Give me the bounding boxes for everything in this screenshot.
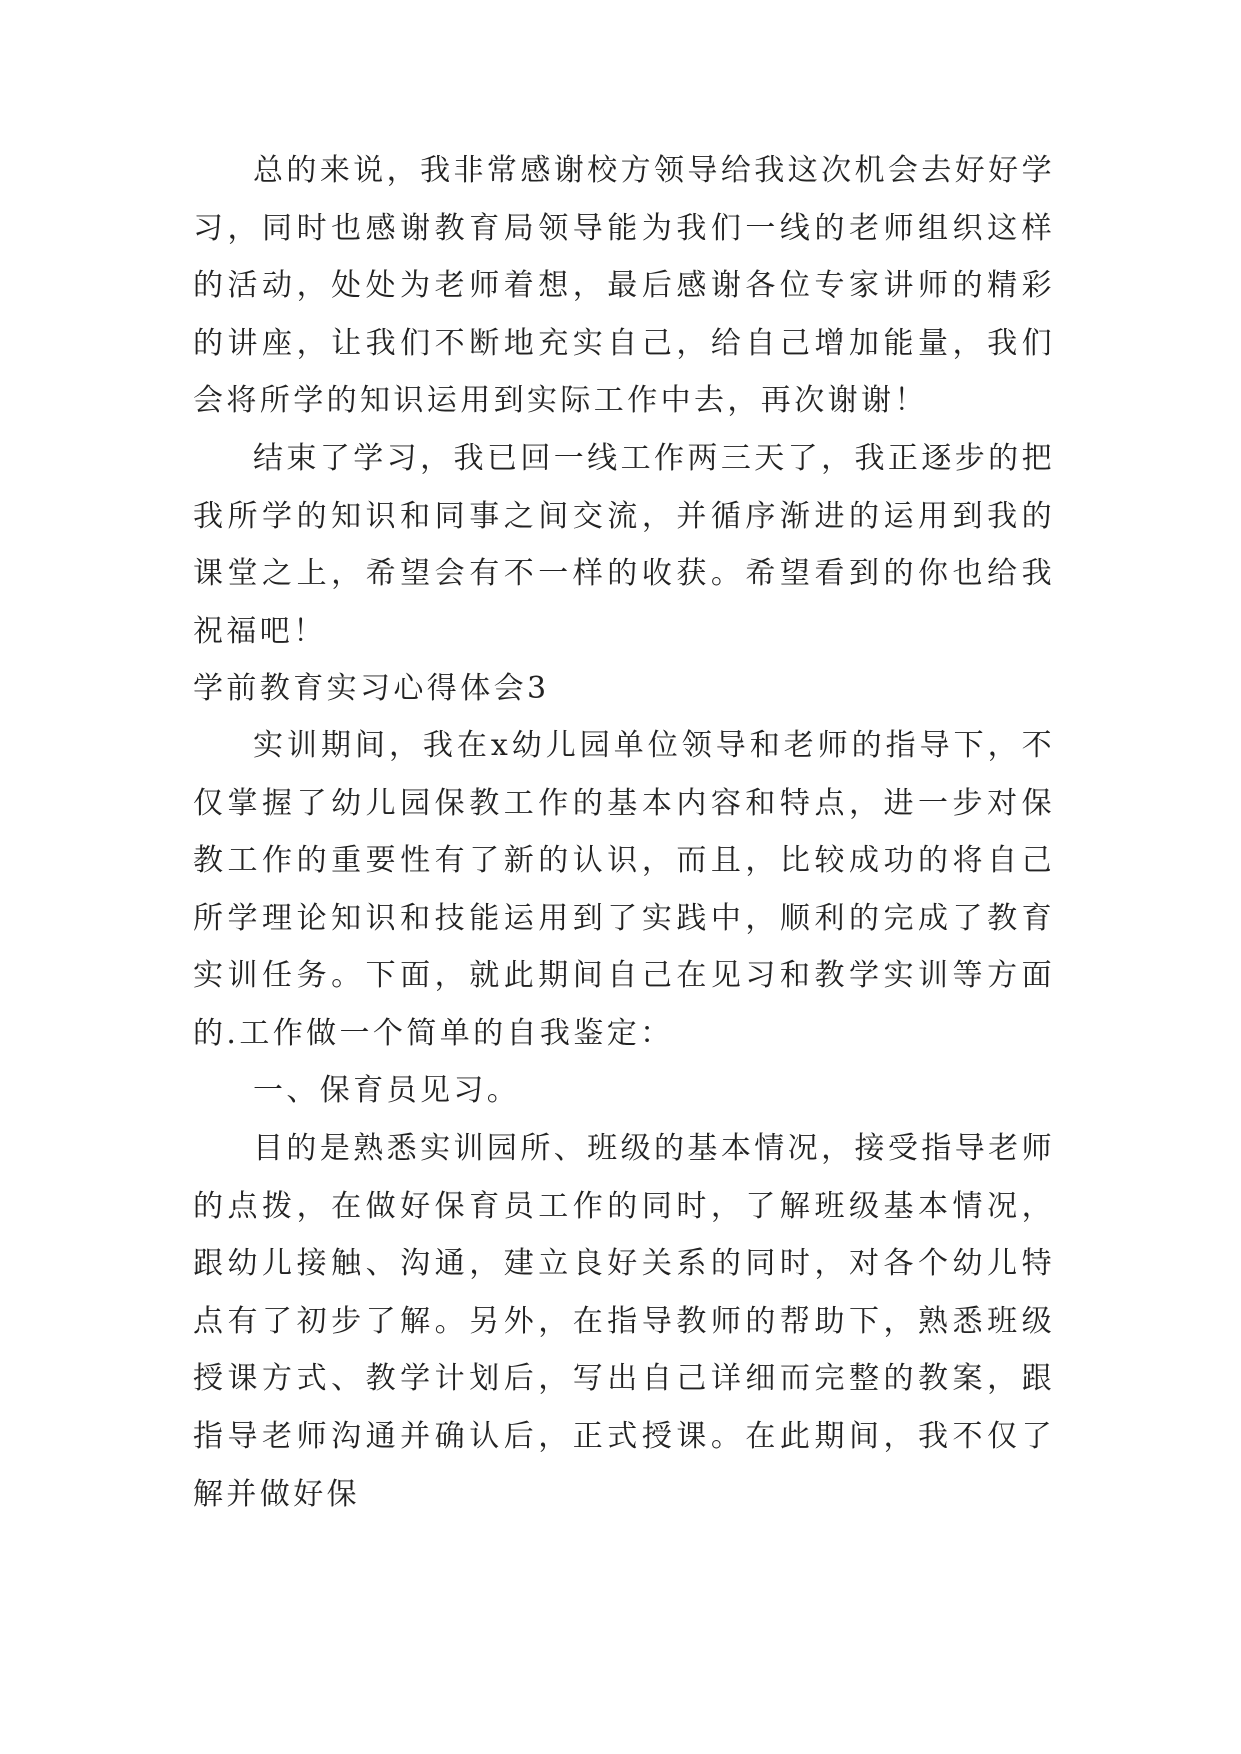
paragraph-nursery-detail: 目的是熟悉实训园所、班级的基本情况，接受指导老师的点拨，在做好保育员工作的同时，了解班级基本情况，跟幼儿接触、沟通，建立良好关系的同时，对各个幼儿特点有了初步了解。另外，在指导教师的帮助下，熟悉班级授课方式、教学计划后，写出自己详细而完整的教案，跟指导老师沟通并确认后，正式授课。在此期间，我不仅了解并做好保 bbox=[193, 1131, 1055, 1512]
paragraph-training-intro: 实训期间，我在x幼儿园单位领导和老师的指导下，不仅掌握了幼儿园保教工作的基本内容和特点，进一步对保教工作的重要性有了新的认识，而且，比较成功的将自己所学理论知识和技能运用到了实践中，顺利的完成了教育实训任务。下面，就此期间自己在见习和教学实训等方面的.工作做一个简单的自我鉴定： bbox=[193, 728, 1055, 1051]
paragraph-subheading-nursery: 一、保育员见习。 bbox=[253, 1073, 521, 1108]
paragraph-after-study: 结束了学习，我已回一线工作两三天了，我正逐步的把我所学的知识和同事之间交流，并循序渐进的运用到我的课堂之上，希望会有不一样的收获。希望看到的你也给我祝福吧！ bbox=[193, 441, 1055, 649]
section-title: 学前教育实习心得体会3 bbox=[193, 671, 550, 706]
paragraph-thanks: 总的来说，我非常感谢校方领导给我这次机会去好好学习，同时也感谢教育局领导能为我们一线的老师组织这样的活动，处处为老师着想，最后感谢各位专家讲师的精彩的讲座，让我们不断地充实自己，给自己增加能量，我们会将所学的知识运用到实际工作中去，再次谢谢！ bbox=[193, 153, 1055, 419]
